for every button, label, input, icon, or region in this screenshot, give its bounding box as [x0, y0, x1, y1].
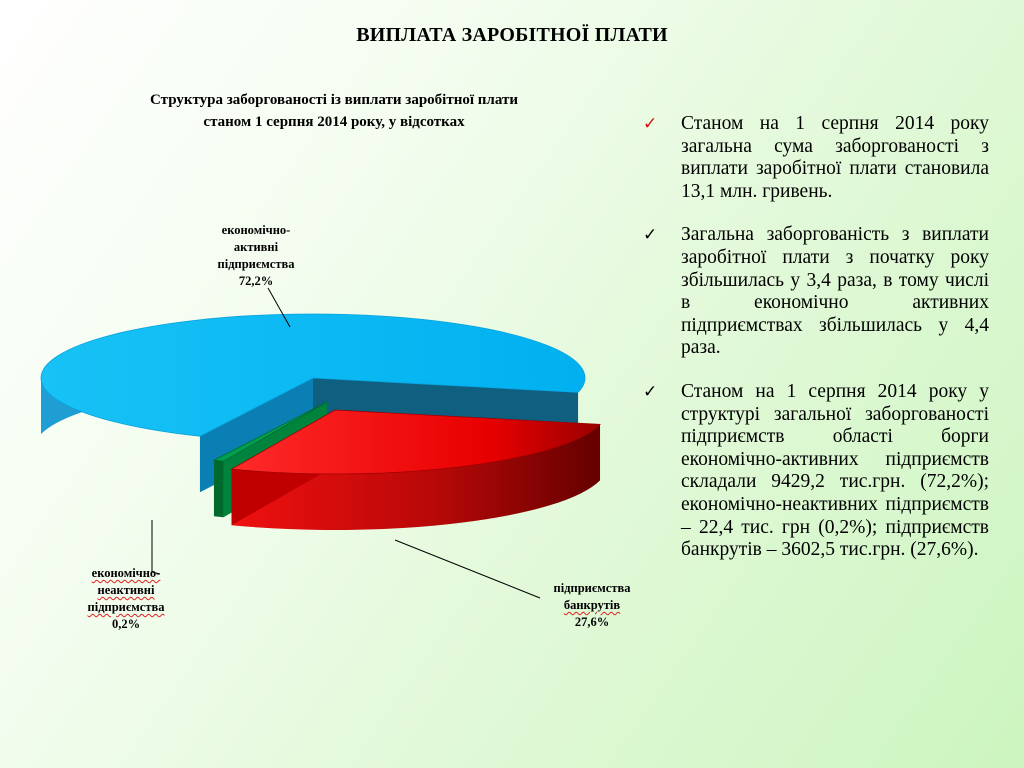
slice-label-inactive-value: 0,2% [111, 617, 141, 631]
slice-label-active [192, 222, 320, 290]
leader-line-bankrupt [395, 540, 540, 598]
slice-label-inactive-line-1: економічно- [91, 566, 161, 580]
slice-label-bankrupt-line-1: підприємства [553, 581, 631, 595]
slide-title: ВИПЛАТА ЗАРОБІТНОЇ ПЛАТИ [356, 24, 668, 46]
slice-label-active-line-1: економічно- [221, 223, 291, 237]
bullet-item [641, 224, 989, 360]
slice-label-active-line-3: підприємства [217, 257, 295, 271]
bullet-item [641, 113, 989, 203]
check-icon: ✓ [643, 114, 658, 134]
chart-title-line-1: Структура заборгованості із виплати заробітної плати [150, 92, 518, 108]
slice-label-bankrupt-value: 27,6% [574, 615, 610, 629]
bullet-text: Станом на 1 серпня 2014 року загальна сума заборгованості з виплати заробітної плати становила 13,1 млн. гривень. [681, 113, 989, 202]
chart-title-line-2: станом 1 серпня 2014 року, у відсотках [203, 114, 465, 130]
slice-label-inactive-line-3: підприємства [87, 600, 165, 614]
bullet-text: Станом на 1 серпня 2014 року у структурі загальної заборгованості підприємств області борги економічно-активних підприємств складали 9429,2 тис.грн. (72,2%); економічно-неактивних підприємств – 22,4 тис. грн (0,2%); підприємств банкрутів – 3602,5 тис.грн. (27,6%). [681, 380, 989, 561]
bullet-text: Загальна заборгованість з виплати заробітної плати з початку року збільшилась у 3,4 раза, в тому числі в економічно активних підприємствах збільшилась у 4,4 раза. [681, 224, 989, 359]
slice-label-active-value: 72,2% [238, 274, 274, 288]
pie-slice-inactive-side [214, 460, 224, 517]
bullet-item [641, 381, 989, 562]
check-icon: ✓ [643, 381, 658, 402]
bullet-list [641, 113, 989, 583]
slice-label-active-line-2: активні [233, 240, 279, 254]
slice-label-bankrupt-line-2: банкрутів [563, 598, 621, 612]
check-icon: ✓ [643, 225, 658, 246]
slice-label-inactive [66, 565, 186, 633]
slice-label-bankrupt [538, 580, 646, 631]
slice-label-inactive-line-2: неактивні [97, 583, 155, 597]
